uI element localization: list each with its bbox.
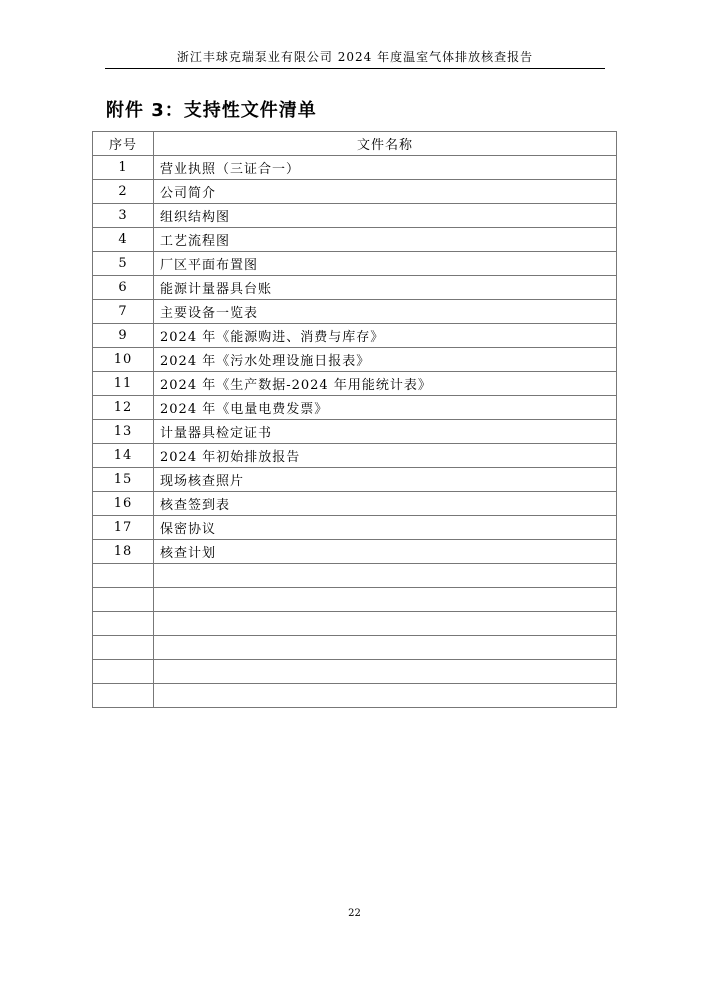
document-name: 2024 年《生产数据-2024 年用能统计表》 [154,372,617,396]
table-row [93,276,617,300]
row-number: 18 [93,540,154,564]
document-name: 主要设备一览表 [154,300,617,324]
table-row [93,156,617,180]
table-row [93,468,617,492]
table-row [93,300,617,324]
row-number: 5 [93,252,154,276]
table-row [93,540,617,564]
row-number: 12 [93,396,154,420]
row-number [93,588,154,612]
document-name: 计量器具检定证书 [154,420,617,444]
table-row [93,372,617,396]
table-row [93,588,617,612]
row-number: 1 [93,156,154,180]
table-row [93,348,617,372]
document-name: 组织结构图 [154,204,617,228]
running-header: 浙江丰球克瑞泵业有限公司 2024 年度温室气体排放核查报告 [176,50,534,64]
row-number: 7 [93,300,154,324]
document-name: 核查签到表 [154,492,617,516]
table-row [93,636,617,660]
row-number: 2 [93,180,154,204]
table-row [93,516,617,540]
table-row [93,564,617,588]
row-number [93,564,154,588]
table-row [93,324,617,348]
document-name: 工艺流程图 [154,228,617,252]
document-name: 保密协议 [154,516,617,540]
supporting-documents-table [92,131,617,708]
document-name: 2024 年《电量电费发票》 [154,396,617,420]
table-row [93,420,617,444]
table-row [93,660,617,684]
row-number [93,660,154,684]
document-name: 2024 年初始排放报告 [154,444,617,468]
table-header-row [93,132,617,156]
document-name: 核查计划 [154,540,617,564]
document-name [154,564,617,588]
table-row [93,252,617,276]
document-name: 公司简介 [154,180,617,204]
document-name: 2024 年《污水处理设施日报表》 [154,348,617,372]
header-rule [105,68,605,69]
row-number: 17 [93,516,154,540]
row-number [93,684,154,708]
row-number: 15 [93,468,154,492]
table-row [93,684,617,708]
table-row [93,492,617,516]
document-name: 营业执照（三证合一） [154,156,617,180]
document-name: 能源计量器具台账 [154,276,617,300]
document-name [154,636,617,660]
document-name [154,684,617,708]
page-number: 22 [348,908,361,919]
table-row [93,444,617,468]
document-name [154,660,617,684]
row-number: 6 [93,276,154,300]
table-row [93,228,617,252]
document-name: 现场核查照片 [154,468,617,492]
table-row [93,612,617,636]
table-row [93,180,617,204]
document-name: 2024 年《能源购进、消费与库存》 [154,324,617,348]
table-row [93,204,617,228]
row-number: 13 [93,420,154,444]
row-number: 3 [93,204,154,228]
row-number: 9 [93,324,154,348]
document-name [154,588,617,612]
page-title: 附件 3：支持性文件清单 [106,100,317,121]
row-number: 11 [93,372,154,396]
column-header-no: 序号 [93,132,154,156]
table-row [93,396,617,420]
column-header-name: 文件名称 [154,132,617,156]
row-number [93,636,154,660]
row-number: 10 [93,348,154,372]
document-name [154,612,617,636]
row-number: 14 [93,444,154,468]
document-name: 厂区平面布置图 [154,252,617,276]
row-number: 16 [93,492,154,516]
row-number: 4 [93,228,154,252]
row-number [93,612,154,636]
